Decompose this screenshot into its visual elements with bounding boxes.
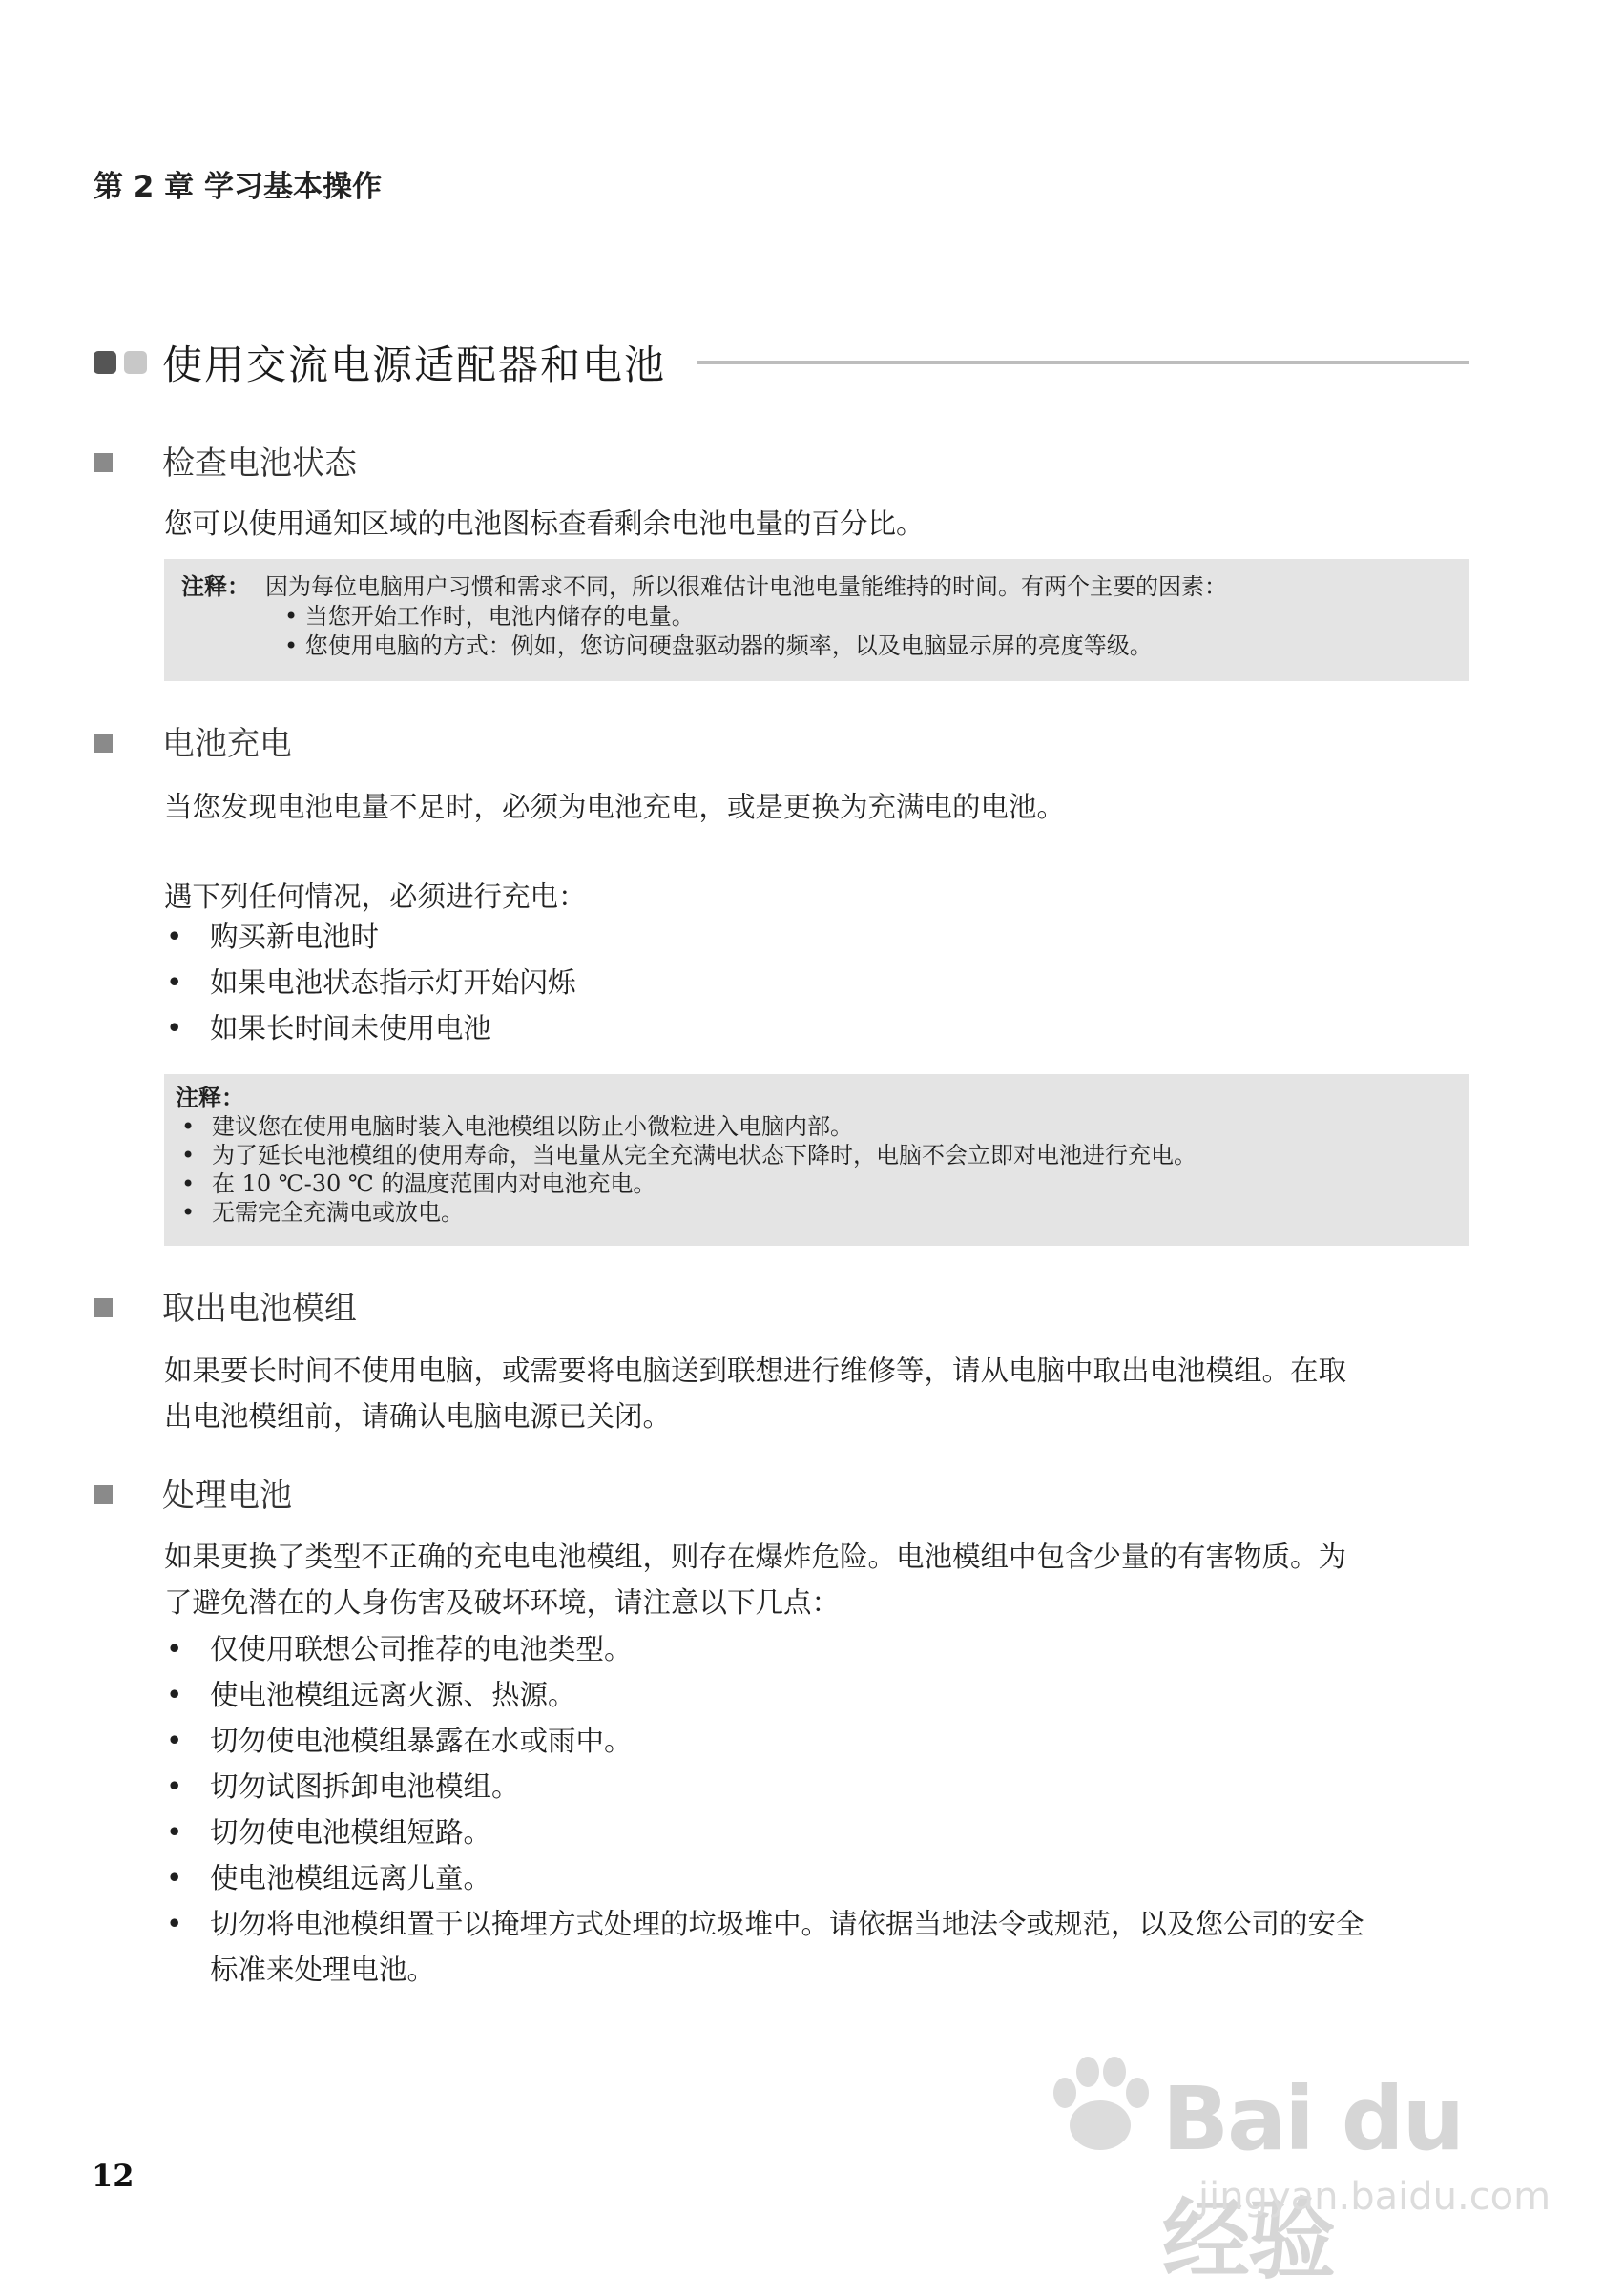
note-text: 因为每位电脑用户习惯和需求不同，所以很难估计电池电量能维持的时间。有两个主要的因素：: [265, 573, 1227, 600]
note-label: 注释：: [176, 1085, 244, 1111]
list-item: • 购买新电池时: [164, 914, 1469, 960]
baidu-watermark: [1038, 2043, 1553, 2291]
watermark-brand: Bai du 经验: [1162, 2068, 1464, 2291]
list-item: • 使电池模组远离火源、热源。: [164, 1672, 1469, 1718]
light-square-icon: [124, 351, 147, 374]
charge-paragraph: 当您发现电池电量不足时，必须为电池充电，或是更换为充满电的电池。: [164, 791, 1066, 823]
list-item: • 如果电池状态指示灯开始闪烁: [164, 960, 1469, 1005]
note-box-check: [164, 559, 1469, 681]
subheading-text: 处理电池: [162, 1477, 292, 1515]
paragraph-line: 出电池模组前，请确认电脑电源已关闭。: [164, 1400, 672, 1433]
subheading-charge-battery: [94, 717, 292, 764]
dispose-paragraph: [164, 1534, 1469, 1625]
note-item: • 建议您在使用电脑时装入电池模组以防止小微粒进入电脑内部。: [176, 1112, 1458, 1141]
list-item-line: 标准来处理电池。: [210, 1954, 436, 1986]
square-bullet-icon: [94, 1298, 113, 1317]
paragraph-line: 了避免潜在的人身伤害及破坏环境，请注意以下几点：: [164, 1586, 841, 1619]
charge-intro: 遇下列任何情况，必须进行充电：: [164, 880, 587, 913]
square-bullet-icon: [94, 1485, 113, 1504]
subheading-text: 电池充电: [162, 725, 292, 763]
section-title: 使用交流电源适配器和电池: [162, 341, 667, 388]
section-rule: [697, 361, 1469, 364]
list-item: • 仅使用联想公司推荐的电池类型。: [164, 1626, 1469, 1672]
subheading-remove-battery: [94, 1282, 357, 1329]
list-item: • 切勿使电池模组短路。: [164, 1810, 1469, 1855]
note-label: 注释：: [181, 573, 250, 600]
subheading-check-battery: [94, 437, 357, 484]
list-item: • 切勿使电池模组暴露在水或雨中。: [164, 1718, 1469, 1764]
page-number: 12: [92, 2158, 135, 2194]
list-item-line: • 切勿将电池模组置于以掩埋方式处理的垃圾堆中。请依据当地法令或规范，以及您公司的安全: [210, 1908, 1364, 1940]
paw-icon: [1038, 2049, 1162, 2163]
subheading-text: 取出电池模组: [162, 1290, 357, 1328]
watermark-url: jingyan.baidu.com: [1198, 2175, 1551, 2219]
note-item: • 您使用电脑的方式：例如，您访问硬盘驱动器的频率，以及电脑显示屏的亮度等级。: [284, 632, 1153, 659]
list-item: • 使电池模组远离儿童。: [164, 1855, 1469, 1901]
note-box-charge: [164, 1074, 1469, 1246]
square-bullet-icon: [94, 453, 113, 472]
list-item: • 如果长时间未使用电池: [164, 1005, 1469, 1051]
note-item: • 在 10 ℃-30 ℃ 的温度范围内对电池充电。: [176, 1169, 1458, 1198]
paragraph-line: 如果更换了类型不正确的充电电池模组，则存在爆炸危险。电池模组中包含少量的有害物质。为: [164, 1541, 1347, 1573]
note-item: • 当您开始工作时，电池内储存的电量。: [284, 603, 695, 630]
remove-paragraph: [164, 1348, 1469, 1439]
list-item: • 切勿试图拆卸电池模组。: [164, 1764, 1469, 1810]
note-item: • 无需完全充满电或放电。: [176, 1198, 1458, 1227]
check-paragraph: 您可以使用通知区域的电池图标查看剩余电池电量的百分比。: [164, 507, 925, 540]
note-line: [181, 572, 1452, 602]
list-item: [164, 1901, 1469, 1993]
subheading-dispose-battery: [94, 1469, 292, 1516]
chapter-header: 第 2 章 学习基本操作: [94, 170, 382, 204]
square-bullet-icon: [94, 734, 113, 753]
note-item: • 为了延长电池模组的使用寿命，当电量从完全充满电状态下降时，电脑不会立即对电池进行充电。: [176, 1141, 1458, 1169]
charge-list: [164, 914, 1469, 1051]
dark-square-icon: [94, 351, 116, 374]
subheading-text: 检查电池状态: [162, 445, 357, 483]
section-heading: [94, 334, 1469, 391]
dispose-list: [164, 1626, 1469, 1993]
paragraph-line: 如果要长时间不使用电脑，或需要将电脑送到联想进行维修等，请从电脑中取出电池模组。在取: [164, 1355, 1347, 1387]
